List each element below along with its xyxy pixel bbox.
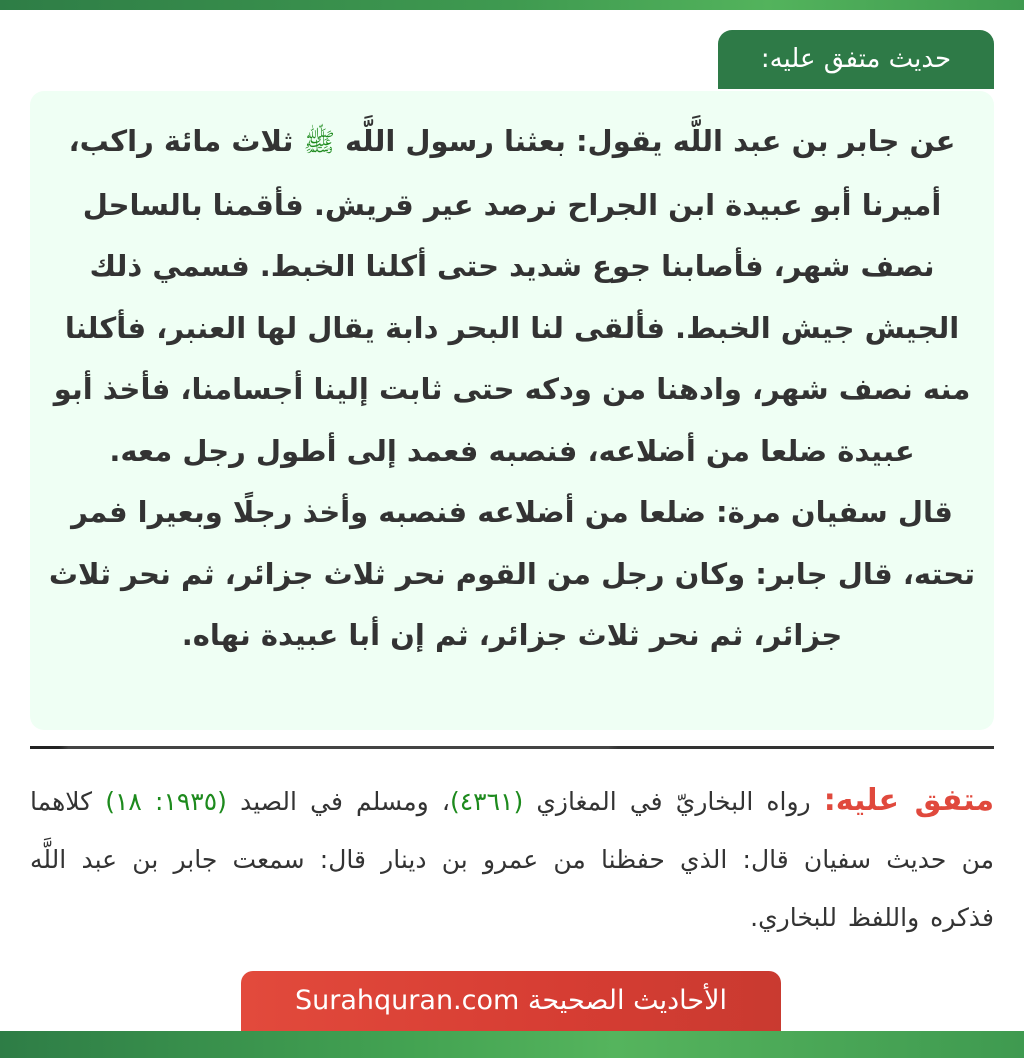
hadith-part-3: قال سفيان مرة: ضلعا من أضلاعه فنصبه وأخذ رجلًا وبعيرا فمر تحته، قال جابر: وكان رجل من القوم نحر ثلاث جزائر، ثم نحر ثلاث جزائر، ثم نحر ثلاث جزائر، ثم إن أبا عبيدة نهاه. xyxy=(48,495,976,652)
hadith-text-box xyxy=(30,91,994,730)
citation-text-3: كلاهما من حديث سفيان قال: الذي حفظنا من عمرو بن دينار قال: سمعت جابر بن عبد اللَّه فذكره واللفظ للبخاري. xyxy=(30,787,994,932)
citation-text-1: رواه البخاريّ في المغازي xyxy=(536,787,811,816)
reference-number-bukhari: (٤٣٦١) xyxy=(449,787,524,816)
hadith-text xyxy=(46,111,978,667)
citation-block xyxy=(30,772,994,947)
citation-label: متفق عليه: xyxy=(823,783,995,818)
section-divider xyxy=(30,746,994,749)
reference-number-muslim: (١٩٣٥: ١٨) xyxy=(105,787,227,816)
top-decorative-bar xyxy=(0,0,1024,10)
hadith-part-2: ثلاث مائة راكب، أميرنا أبو عبيدة ابن الجراح نرصد عير قريش. فأقمنا بالساحل نصف شهر، فأصابنا جوع شديد حتى أكلنا الخبط. فسمي ذلك الجيش جيش الخبط. فألقى لنا البحر دابة يقال لها العنبر، فأكلنا منه نصف شهر، وادهنا من ودكه حتى ثابت إلينا أجسامنا، فأخذ أبو عبيدة ضلعا من أضلاعه، فنصبه فعمد إلى أطول رجل معه. xyxy=(53,124,971,468)
footer-site-label: الأحاديث الصحيحة Surahquran.com xyxy=(295,985,727,1016)
salawat-icon: ﷺ xyxy=(303,128,335,158)
hadith-part-1: عن جابر بن عبد اللَّه يقول: بعثنا رسول اللَّه xyxy=(345,124,956,158)
footer-site-badge[interactable] xyxy=(241,971,781,1031)
bottom-decorative-bar xyxy=(0,1031,1024,1058)
citation-text-2: ، ومسلم في الصيد xyxy=(240,787,450,816)
header-title: حديث متفق عليه: xyxy=(760,44,952,74)
header-title-badge xyxy=(718,30,994,89)
